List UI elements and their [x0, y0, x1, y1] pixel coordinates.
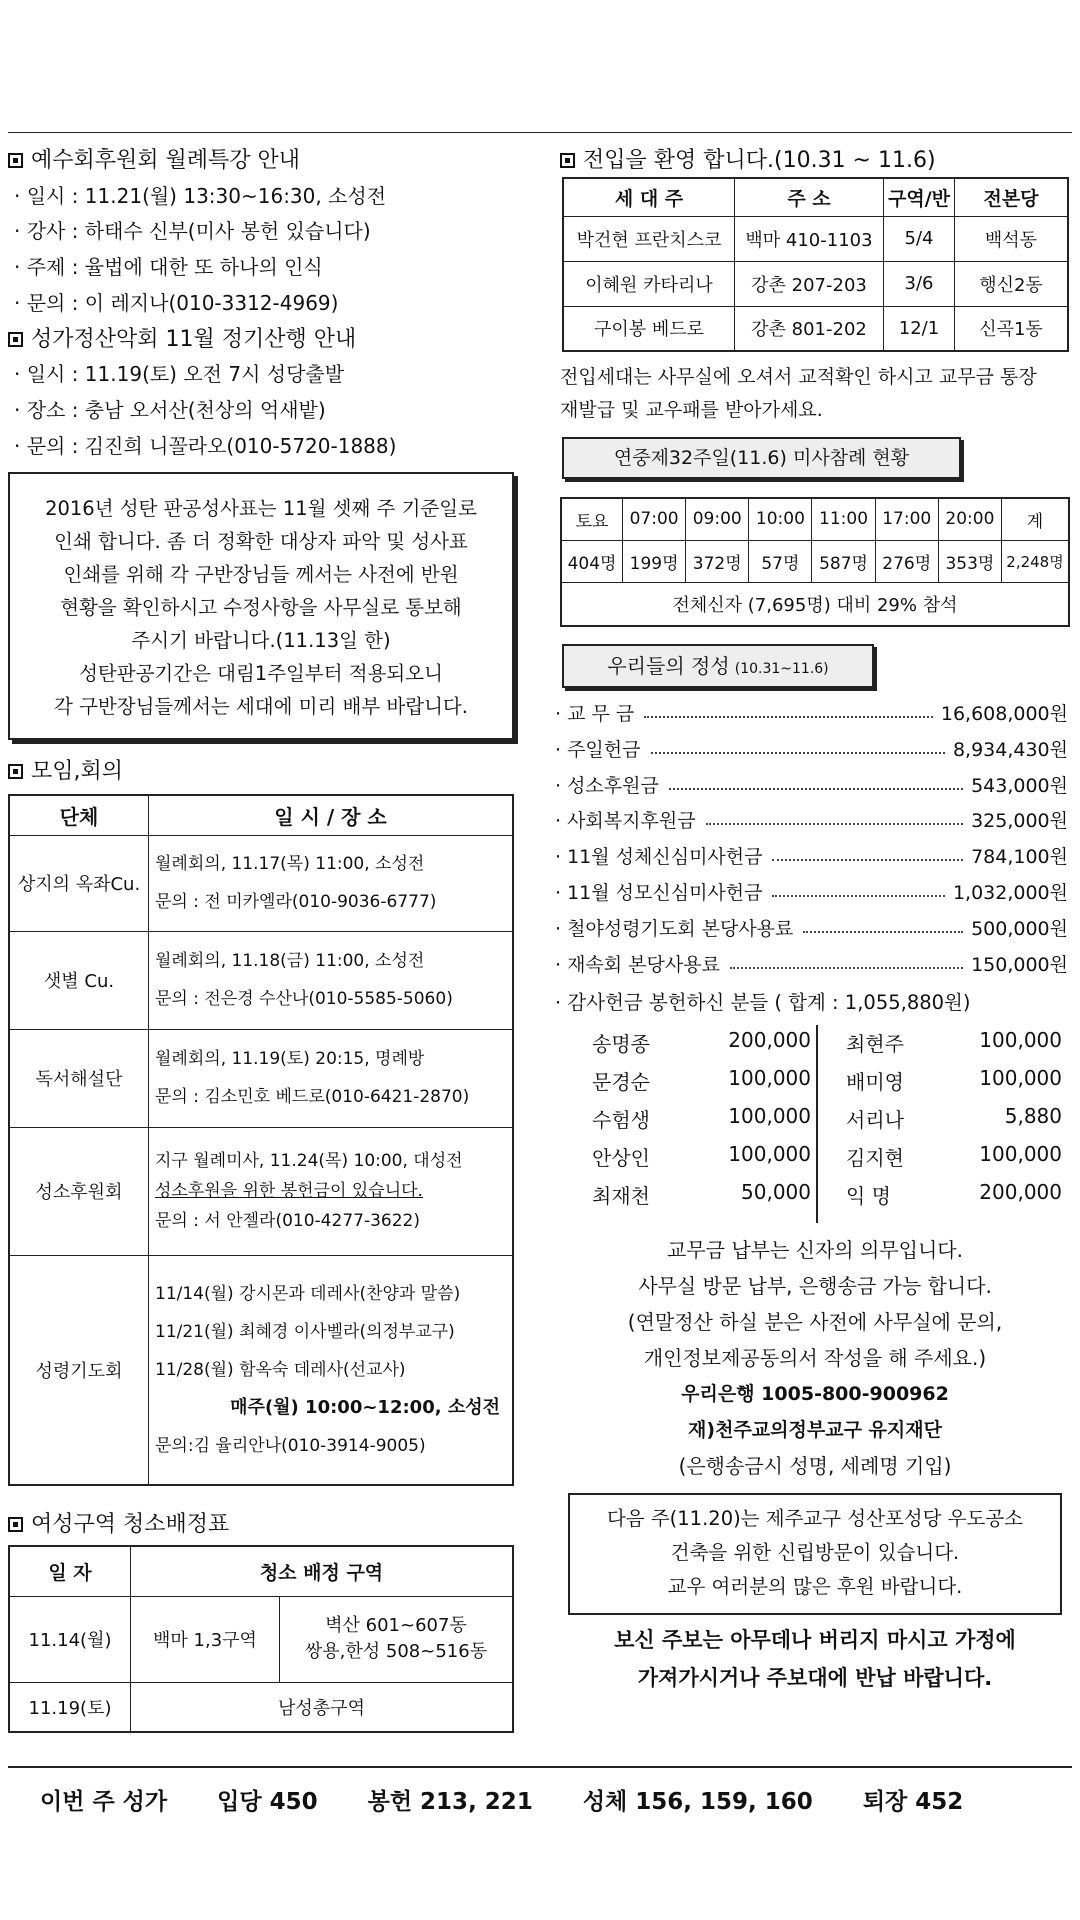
notice-line: 2016년 성탄 판공성사표는 11월 셋째 주 기준일로 — [45, 497, 477, 520]
group-name: 상지의 옥좌Cu. — [9, 835, 149, 931]
table-row — [563, 216, 1068, 261]
donor-name: 최재천 — [592, 1184, 650, 1208]
donor-amount: 100,000 — [979, 1028, 1062, 1052]
cell: 구이봉 베드로 — [563, 306, 735, 351]
meeting-line: 지구 월례미사, 11.24(목) 10:00, 대성전 — [155, 1151, 463, 1171]
col-header: 청소 배정 구역 — [131, 1546, 514, 1596]
offering-amount: 543,000원 — [971, 774, 1068, 797]
hymn-footer — [40, 1783, 963, 1816]
offering-label: · 11월 성체신심미사헌금 — [555, 846, 763, 869]
donor-amount: 5,880 — [1004, 1104, 1062, 1128]
hymn-offertory: 봉헌 213, 221 — [367, 1789, 533, 1815]
table-row — [9, 931, 513, 1029]
cell: 이혜원 카타리나 — [563, 261, 735, 306]
cleaning-area: 백마 1,3구역 — [131, 1596, 280, 1682]
col-header: 11:00 — [812, 498, 875, 540]
cleaning-area: 남성총구역 — [131, 1682, 514, 1732]
meetings-table — [8, 794, 514, 1486]
cell: 5/4 — [884, 216, 955, 261]
cleaning-table — [8, 1545, 514, 1733]
col-header: 일 자 — [9, 1546, 131, 1596]
cell: 3/6 — [884, 261, 955, 306]
cell: 박건현 프란치스코 — [563, 216, 735, 261]
cleaning-date: 11.19(토) — [9, 1682, 131, 1732]
offering-label: · 11월 성모신심미사헌금 — [555, 882, 763, 904]
hymn-communion: 성체 156, 159, 160 — [582, 1789, 813, 1815]
donor-amount: 200,000 — [979, 1180, 1062, 1204]
cleaning-date: 11.14(월) — [9, 1596, 131, 1682]
meeting-line: 문의 : 김소민호 베드로(010-6421-2870) — [155, 1087, 470, 1107]
next-week-box — [568, 1493, 1062, 1615]
donor-amount: 100,000 — [728, 1104, 811, 1128]
lecture-item: · 강사 : 하태수 신부(미사 봉헌 있습니다) — [14, 219, 371, 243]
welcome-note: 전입세대는 사무실에 오셔서 교적확인 하시고 교무금 통장 — [560, 366, 1037, 388]
note-line: (연말정산 하실 분은 사전에 사무실에 문의, — [627, 1310, 1003, 1334]
next-week-line: 다음 주(11.20)는 제주교구 성산포성당 우도공소 — [606, 1507, 1024, 1530]
bank-note: (은행송금시 성명, 세례명 기입) — [678, 1454, 952, 1478]
note-line: 사무실 방문 납부, 은행송금 가능 합니다. — [638, 1274, 992, 1298]
table-header-row — [9, 1546, 513, 1596]
col-header: 일 시 / 장 소 — [149, 795, 514, 835]
table-row — [9, 1596, 513, 1682]
offering-amount: 1,032,000원 — [952, 882, 1068, 904]
offering-label: · 사회복지후원금 — [555, 810, 696, 833]
offering-amount: 150,000원 — [971, 953, 1068, 976]
table-row — [9, 1255, 513, 1485]
return-line: 보신 주보는 아무데나 버리지 마시고 가정에 — [614, 1628, 1016, 1652]
dues-notes — [560, 1232, 1070, 1484]
col-header: 10:00 — [749, 498, 812, 540]
thanks-title: · 감사헌금 봉헌하신 분들 ( 합계 : 1,055,880원) — [555, 991, 971, 1014]
hiking-item: · 장소 : 충남 오서산(천상의 억새밭) — [14, 398, 326, 422]
donor-amount: 50,000 — [741, 1180, 811, 1204]
lecture-item: · 일시 : 11.21(월) 13:30~16:30, 소성전 — [14, 184, 387, 208]
cleaning-title: 여성구역 청소배정표 — [8, 1507, 229, 1538]
donor-name: 배미영 — [846, 1070, 904, 1094]
attendance-table — [560, 497, 1070, 627]
offering-label: · 주일헌금 — [555, 738, 641, 761]
table-header-row — [9, 795, 513, 835]
cell: 강촌 207-203 — [735, 261, 884, 306]
offering-label: · 철야성령기도회 본당사용료 — [555, 917, 794, 940]
offering-amount: 325,000원 — [971, 810, 1068, 833]
lecture-title: 예수회후원회 월례특강 안내 — [8, 143, 300, 174]
notice-line: 현황을 확인하시고 수정사항을 사무실로 통보해 — [60, 596, 462, 619]
table-row — [563, 306, 1068, 351]
return-notice — [560, 1621, 1070, 1697]
top-divider — [8, 132, 1072, 133]
table-header-row — [561, 498, 1069, 540]
hymn-entrance: 입당 450 — [217, 1789, 318, 1815]
cell: 신곡1동 — [955, 306, 1069, 351]
meeting-line: 문의 : 전 미카엘라(010-9036-6777) — [155, 892, 437, 912]
table-row — [561, 540, 1069, 582]
col-header: 토요 — [561, 498, 623, 540]
hiking-title: 성가정산악회 11월 정기산행 안내 — [8, 322, 356, 353]
leader-dots — [644, 716, 933, 718]
cell: 백마 410-1103 — [735, 216, 884, 261]
notice-line: 인쇄 합니다. 좀 더 정확한 대상자 파악 및 성사표 — [54, 530, 468, 553]
donor-name: 수험생 — [592, 1108, 650, 1132]
attendance-summary: 전체신자 (7,695명) 대비 29% 참석 — [561, 582, 1069, 626]
leader-dots — [803, 931, 963, 933]
col-header: 세 대 주 — [563, 178, 735, 216]
donor-amount: 100,000 — [979, 1066, 1062, 1090]
cell: 행신2동 — [955, 261, 1069, 306]
donor-name: 익 명 — [846, 1184, 891, 1208]
hymn-label: 이번 주 성가 — [40, 1789, 168, 1815]
next-week-line: 교우 여러분의 많은 후원 바랍니다. — [667, 1575, 963, 1598]
table-row — [9, 1029, 513, 1127]
leader-dots — [772, 859, 963, 861]
col-header: 07:00 — [623, 498, 686, 540]
leader-dots — [772, 895, 944, 897]
table-header-row — [563, 178, 1068, 216]
square-bullet-icon — [560, 153, 575, 168]
bank-account: 우리은행 1005-800-900962 — [681, 1383, 949, 1405]
cell: 2,248명 — [1002, 540, 1070, 582]
foundation-name: 재)천주교의정부교구 유지재단 — [688, 1419, 942, 1441]
group-name: 독서해설단 — [9, 1029, 149, 1127]
meeting-line: 문의:김 율리안나(010-3914-9005) — [155, 1435, 426, 1456]
notice-line: 주시기 바랍니다.(11.13일 한) — [131, 629, 391, 652]
cell: 강촌 801-202 — [735, 306, 884, 351]
meeting-line: 11/14(월) 강시몬과 데레사(찬양과 말씀) — [155, 1283, 461, 1304]
leader-dots — [706, 823, 964, 825]
cleaning-area: 쌍용,한성 508~516동 — [304, 1641, 488, 1662]
table-row — [9, 1127, 513, 1255]
table-row — [561, 582, 1069, 626]
donor-name: 최현주 — [846, 1032, 904, 1056]
hiking-item: · 문의 : 김진희 니꼴라오(010-5720-1888) — [14, 434, 397, 458]
attendance-title: 연중제32주일(11.6) 미사참례 현황 — [562, 437, 961, 479]
welcome-table — [562, 177, 1069, 352]
col-header: 17:00 — [875, 498, 938, 540]
donor-amount: 100,000 — [728, 1142, 811, 1166]
confession-notice-box — [8, 472, 514, 740]
cell: 404명 — [561, 540, 623, 582]
hymn-recessional: 퇴장 452 — [862, 1789, 964, 1815]
group-name: 샛별 Cu. — [9, 931, 149, 1029]
next-week-line: 건축을 위한 신립방문이 있습니다. — [670, 1541, 960, 1564]
square-bullet-icon — [8, 153, 23, 168]
offering-amount: 8,934,430원 — [952, 738, 1068, 761]
donor-amount: 100,000 — [728, 1066, 811, 1090]
meeting-line: 월례회의, 11.18(금) 11:00, 소성전 — [155, 951, 425, 971]
cell: 199명 — [623, 540, 686, 582]
cell: 372명 — [686, 540, 749, 582]
offering-title: 우리들의 정성 (10.31~11.6) — [562, 644, 874, 688]
leader-dots — [651, 752, 945, 754]
donor-amount: 100,000 — [979, 1142, 1062, 1166]
return-line: 가져가시거나 주보대에 반납 바랍니다. — [637, 1666, 993, 1690]
offering-amount: 500,000원 — [971, 917, 1068, 940]
table-row — [9, 835, 513, 931]
col-header: 단체 — [9, 795, 149, 835]
notice-line: 각 구반장님들께서는 세대에 미리 배부 바랍니다. — [54, 695, 468, 718]
col-header: 20:00 — [938, 498, 1001, 540]
cell: 백석동 — [955, 216, 1069, 261]
meeting-line: 매주(월) 10:00~12:00, 소성전 — [230, 1396, 500, 1418]
meeting-line: 월례회의, 11.17(목) 11:00, 소성전 — [155, 854, 425, 874]
offering-label: · 교 무 금 — [555, 703, 635, 725]
leader-dots — [669, 788, 963, 790]
table-row — [563, 261, 1068, 306]
col-header: 주 소 — [735, 178, 884, 216]
donor-divider — [816, 1025, 818, 1223]
cell: 587명 — [812, 540, 875, 582]
donor-name: 송명종 — [592, 1032, 650, 1056]
donor-name: 김지현 — [846, 1146, 904, 1170]
offering-label: · 재속회 본당사용료 — [555, 953, 720, 976]
lecture-item: · 주제 : 율법에 대한 또 하나의 인식 — [14, 255, 323, 279]
donor-name: 문경순 — [592, 1070, 650, 1094]
cell: 353명 — [938, 540, 1001, 582]
meeting-line: 성소후원을 위한 봉헌금이 있습니다. — [155, 1181, 423, 1201]
col-header: 계 — [1002, 498, 1070, 540]
meetings-title: 모임,회의 — [8, 754, 123, 785]
offering-amount: 784,100원 — [971, 846, 1068, 869]
cell: 57명 — [749, 540, 812, 582]
cell: 12/1 — [884, 306, 955, 351]
note-line: 교무금 납부는 신자의 의무입니다. — [667, 1238, 963, 1262]
meeting-line: 11/28(월) 함옥숙 데레사(선교사) — [155, 1359, 406, 1380]
offering-amount: 16,608,000원 — [940, 703, 1068, 725]
notice-line: 인쇄를 위해 각 구반장님들 께서는 사전에 반원 — [63, 563, 459, 586]
square-bullet-icon — [8, 332, 23, 347]
donor-name: 안상인 — [592, 1146, 650, 1170]
square-bullet-icon — [8, 1517, 23, 1532]
meeting-line: 문의 : 서 안젤라(010-4277-3622) — [155, 1211, 420, 1231]
meeting-line: 문의 : 전은경 수산나(010-5585-5060) — [155, 989, 453, 1009]
donor-amount: 200,000 — [728, 1028, 811, 1052]
hiking-item: · 일시 : 11.19(토) 오전 7시 성당출발 — [14, 362, 345, 386]
col-header: 09:00 — [686, 498, 749, 540]
meeting-line: 11/21(월) 최혜경 이사벨라(의정부교구) — [155, 1321, 455, 1342]
welcome-title: 전입을 환영 합니다.(10.31 ~ 11.6) — [560, 143, 936, 174]
col-header: 구역/반 — [884, 178, 955, 216]
welcome-note: 재발급 및 교우패를 받아가세요. — [560, 399, 823, 421]
note-line: 개인정보제공동의서 작성을 해 주세요.) — [643, 1346, 987, 1370]
cleaning-area: 벽산 601~607동 — [325, 1615, 467, 1636]
group-name: 성소후원회 — [9, 1127, 149, 1255]
group-name: 성령기도회 — [9, 1255, 149, 1485]
col-header: 전본당 — [955, 178, 1069, 216]
notice-line: 성탄판공기간은 대림1주일부터 적용되오니 — [79, 662, 443, 685]
leader-dots — [730, 967, 963, 969]
table-row — [9, 1682, 513, 1732]
offering-label: · 성소후원금 — [555, 774, 659, 797]
donor-name: 서리나 — [846, 1108, 904, 1132]
meeting-line: 월례회의, 11.19(토) 20:15, 명례방 — [155, 1049, 425, 1069]
lecture-item: · 문의 : 이 레지나(010-3312-4969) — [14, 291, 339, 315]
square-bullet-icon — [8, 764, 23, 779]
cell: 276명 — [875, 540, 938, 582]
footer-divider — [8, 1766, 1072, 1768]
